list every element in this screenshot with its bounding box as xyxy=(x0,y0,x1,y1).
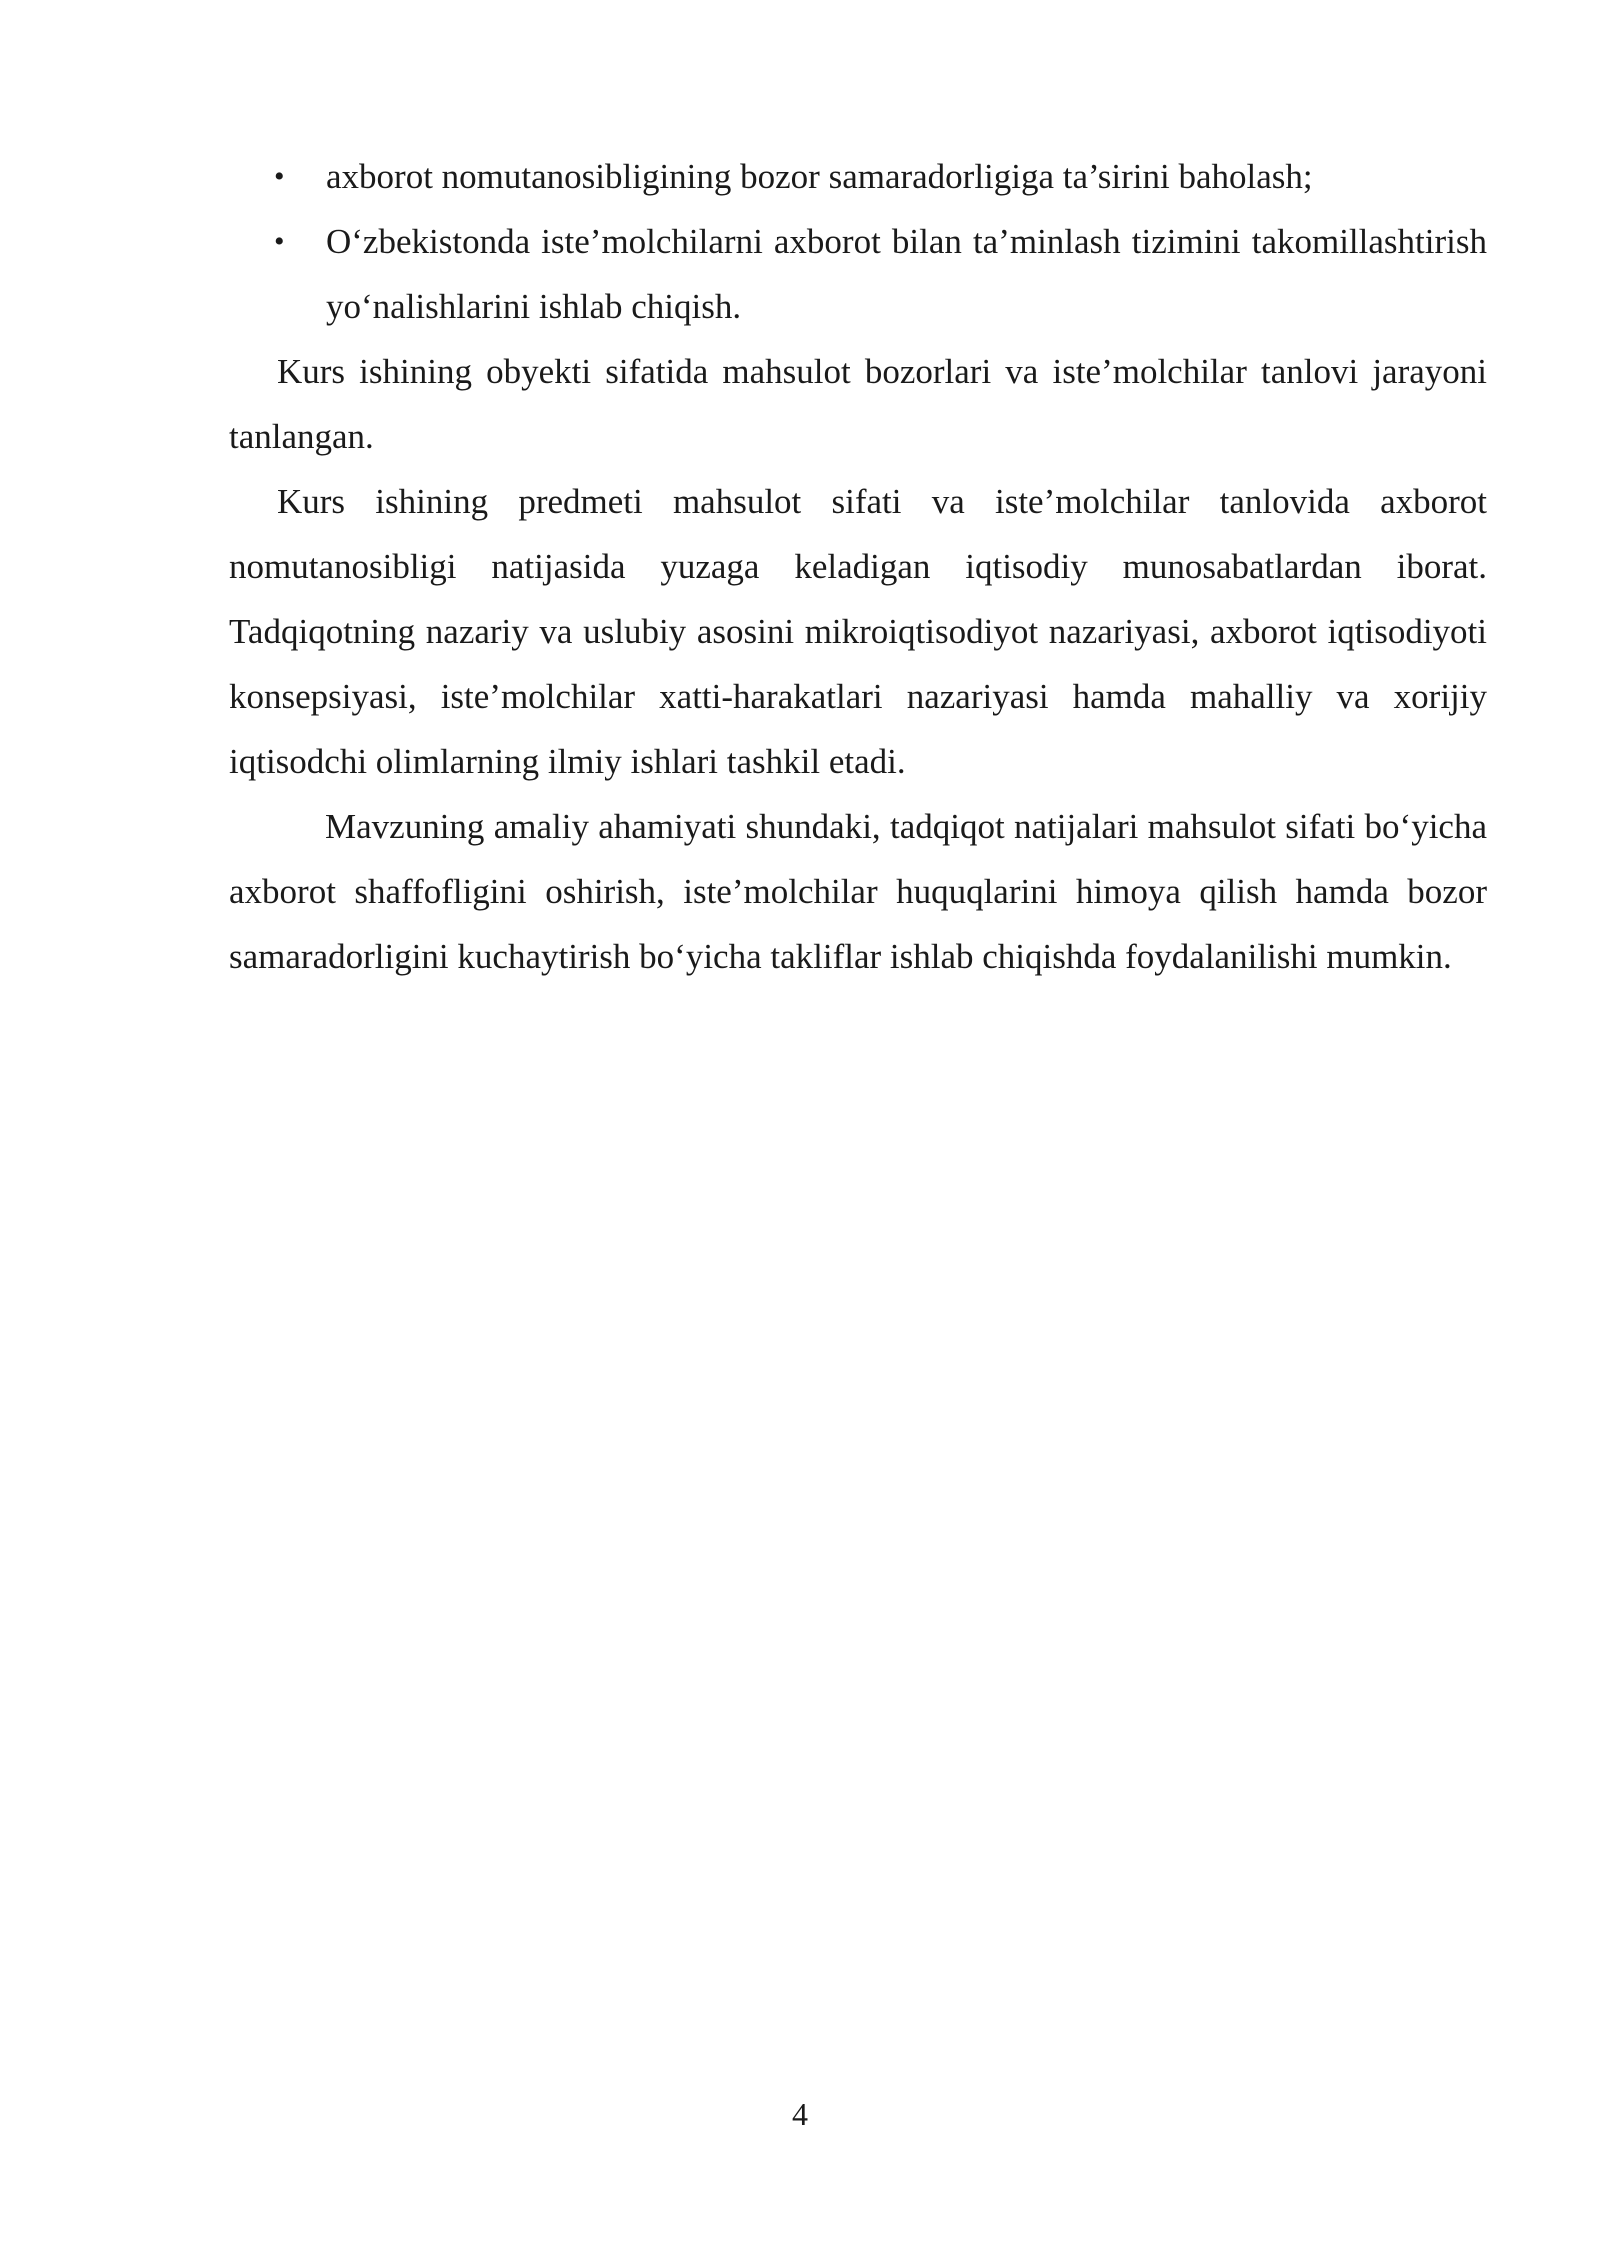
list-item xyxy=(229,209,1487,339)
list-item-text: axborot nomutanosibligining bozor samaradorligiga ta’sirini baholash; xyxy=(326,157,1313,196)
body-text xyxy=(229,144,1487,989)
bullet-list xyxy=(229,144,1487,339)
paragraph-research-object: Kurs ishining obyekti sifatida mahsulot bozorlari va iste’molchilar tanlovi jarayoni tanlangan. xyxy=(229,352,1487,456)
bullet-icon: • xyxy=(274,225,285,258)
page-number: 4 xyxy=(792,2096,808,2132)
list-item xyxy=(229,144,1487,209)
bullet-icon: • xyxy=(274,160,285,193)
paragraph-research-subject: Kurs ishining predmeti mahsulot sifati va iste’molchilar tanlovida axborot nomutanosibligi natijasida yuzaga keladigan iqtisodiy munosabatlardan iborat. Tadqiqotning nazariy va uslubiy asosini mikroiqtisodiyot nazariyasi, axborot iqtisodiyoti konsepsiyasi, iste’molchilar xatti-harakatlari nazariyasi hamda mahalliy va xorijiy iqtisodchi olimlarning ilmiy ishlari tashkil etadi. xyxy=(229,482,1487,781)
list-item-text: O‘zbekistonda iste’molchilarni axborot bilan ta’minlash tizimini takomillashtirish yo‘nalishlarini ishlab chiqish. xyxy=(326,222,1487,326)
paragraph-practical-significance: Mavzuning amaliy ahamiyati shundaki, tadqiqot natijalari mahsulot sifati bo‘yicha axborot shaffofligini oshirish, iste’molchilar huquqlarini himoya qilish hamda bozor samaradorligini kuchaytirish bo‘yicha takliflar ishlab chiqishda foydalanilishi mumkin. xyxy=(229,807,1487,976)
